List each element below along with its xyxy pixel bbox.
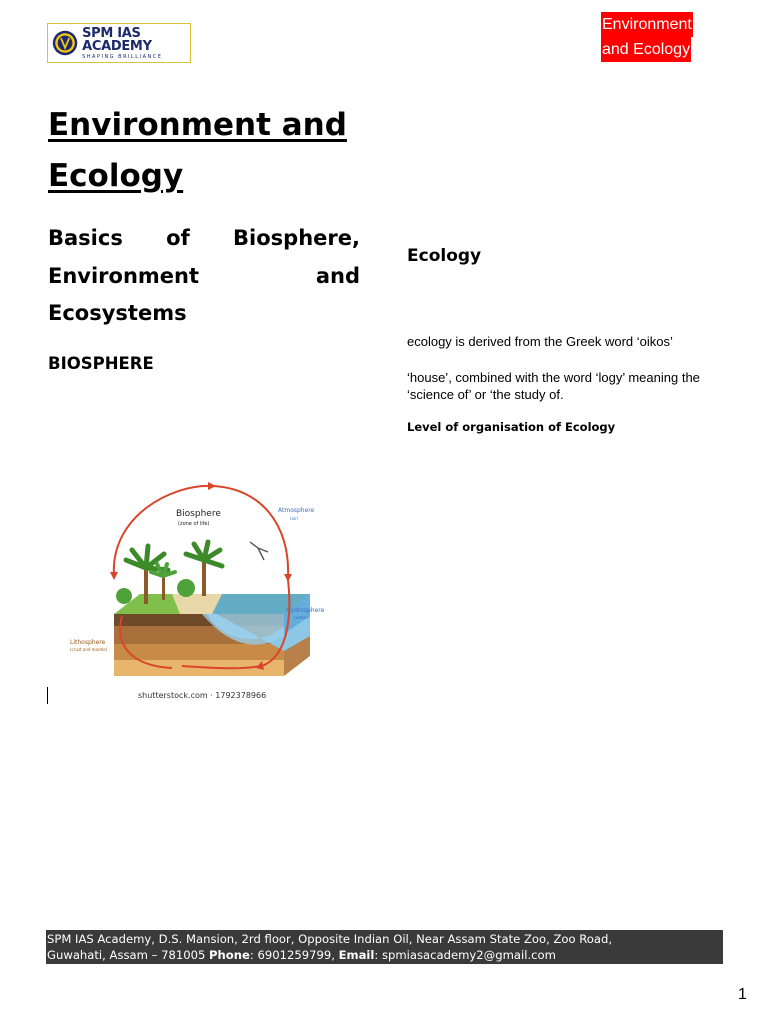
logo-name: SPM IAS ACADEMY xyxy=(82,25,152,54)
label-lithosphere-sub: (crust and mantle) xyxy=(70,647,108,652)
level-of-organisation-heading: Level of organisation of Ecology xyxy=(407,420,616,434)
ecology-paragraph-2: ‘house’, combined with the word ‘logy’ meaning the ‘science of’ or ‘the study of. xyxy=(407,370,700,402)
footer-address xyxy=(46,930,723,964)
footer-email-label: Email xyxy=(338,948,375,962)
label-lithosphere: Lithosphere xyxy=(70,639,106,646)
header-tag-line-2: and Ecology xyxy=(601,37,691,62)
logo-tagline: SHAPING BRILLIANCE xyxy=(82,53,163,60)
footer-line-1: SPM IAS Academy, D.S. Mansion, 2rd floor, Opposite Indian Oil, Near Assam State Zoo, Zoo Road, xyxy=(47,932,613,946)
label-hydrosphere: Hydrosphere xyxy=(286,607,325,614)
label-atmosphere: Atmosphere xyxy=(278,507,315,514)
section-heading-biosphere: BIOSPHERE xyxy=(48,354,154,373)
document-subtitle: Basics of Biosphere, Environment and Ecosystems xyxy=(48,226,360,325)
arrow-head-icon xyxy=(208,482,216,490)
footer-phone-label: Phone xyxy=(209,948,250,962)
label-biosphere: Biosphere xyxy=(176,509,221,519)
title-line-2: Ecology xyxy=(48,158,184,194)
header-topic-tag xyxy=(601,12,693,62)
biosphere-diagram xyxy=(62,476,332,706)
footer-line-2-prefix: Guwahati, Assam – 781005 xyxy=(47,948,210,962)
footer-phone-value: : 6901259799, xyxy=(249,948,339,962)
arrow-head-icon xyxy=(110,572,118,580)
title-line-1: Environment and xyxy=(48,107,347,143)
image-credit: shutterstock.com · 1792378966 xyxy=(138,691,267,700)
label-biosphere-sub: (zone of life) xyxy=(178,521,210,527)
ecology-heading: Ecology xyxy=(407,246,482,266)
text-cursor xyxy=(47,687,48,704)
logo-emblem-icon xyxy=(52,27,78,59)
document-title xyxy=(48,100,360,202)
footer-email-value: : spmiasacademy2@gmail.com xyxy=(374,948,556,962)
bird-icon xyxy=(250,542,268,560)
label-atmosphere-sub: (air) xyxy=(290,516,299,521)
arrow-head-icon xyxy=(284,574,292,582)
label-hydrosphere-sub: (water) xyxy=(294,615,309,620)
page-number: 1 xyxy=(738,986,747,1003)
header-tag-line-1: Environment xyxy=(601,12,693,37)
ecology-paragraph-1: ecology is derived from the Greek word ‘oikos’ xyxy=(407,334,673,349)
academy-logo xyxy=(47,23,191,63)
